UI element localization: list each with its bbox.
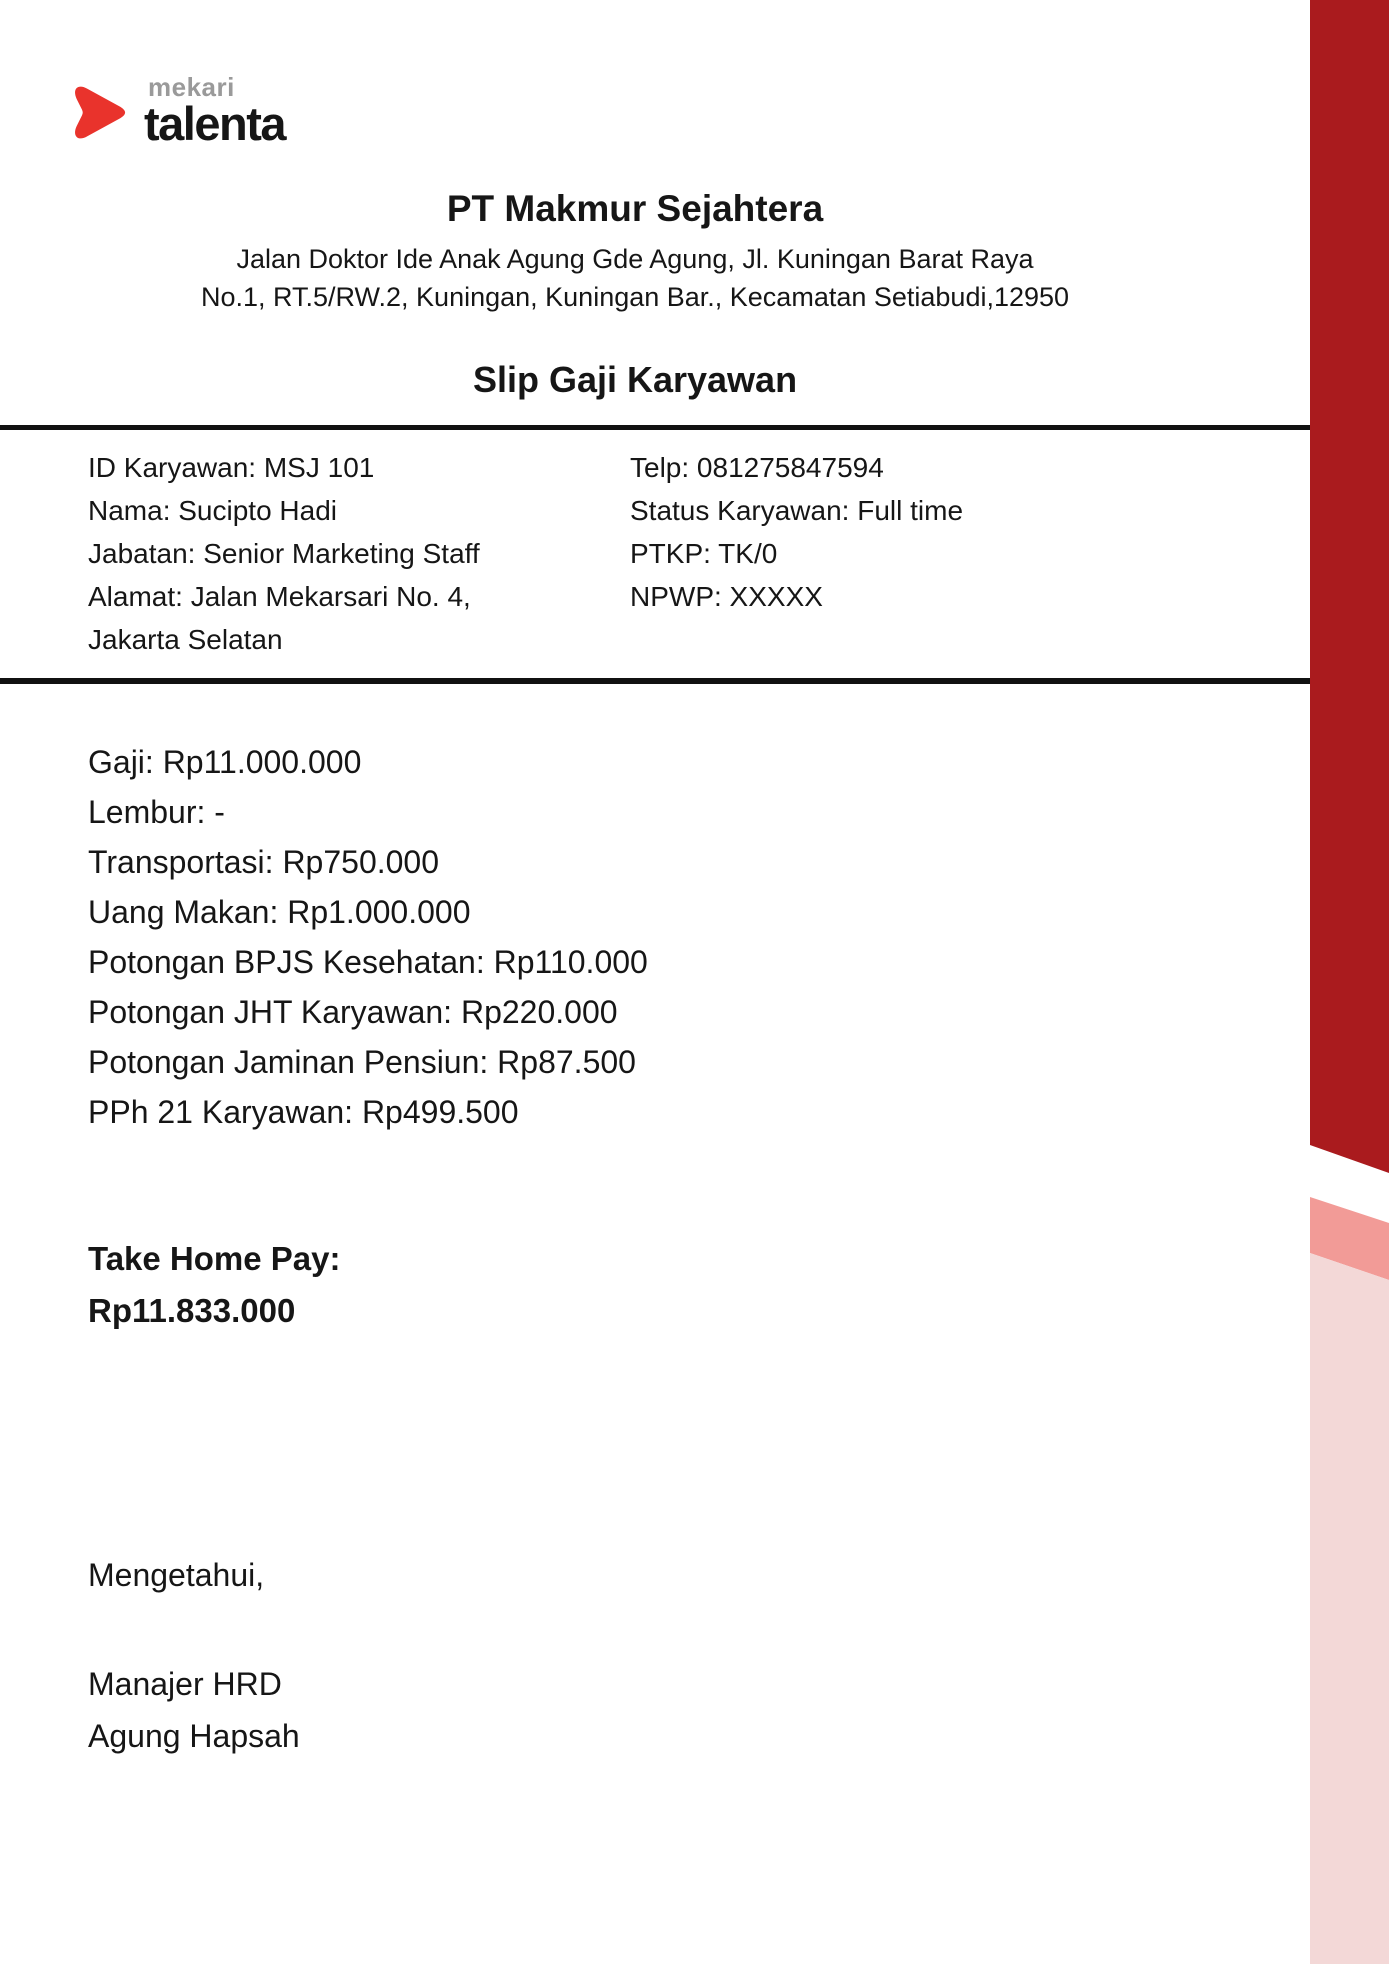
company-name: PT Makmur Sejahtera bbox=[446, 188, 824, 229]
side-decoration-band bbox=[1310, 0, 1389, 1964]
salary-line-uang-makan: Uang Makan: Rp1.000.000 bbox=[88, 894, 471, 930]
employee-ptkp-row: PTKP: TK/0 bbox=[630, 538, 778, 569]
brand-talenta-label: talenta bbox=[144, 97, 285, 150]
salary-line-bpjs: Potongan BPJS Kesehatan: Rp110.000 bbox=[88, 944, 648, 980]
salary-line-jaminan-pensiun: Potongan Jaminan Pensiun: Rp87.500 bbox=[88, 1044, 636, 1080]
salary-line-pph21: PPh 21 Karyawan: Rp499.500 bbox=[88, 1094, 519, 1130]
take-home-pay-amount: Rp11.833.000 bbox=[88, 1292, 296, 1329]
company-address-line1: Jalan Doktor Ide Anak Agung Gde Agung, Jl. Kuningan Barat Raya bbox=[236, 244, 1034, 274]
signer-role: Manajer HRD bbox=[88, 1666, 282, 1702]
mekari-arrow-shape bbox=[75, 87, 125, 139]
salary-line-lembur: Lembur: - bbox=[88, 794, 225, 830]
employee-info-left-column bbox=[88, 446, 480, 661]
take-home-pay-label: Take Home Pay: bbox=[88, 1240, 341, 1277]
employee-status-row: Status Karyawan: Full time bbox=[630, 495, 964, 526]
document-title: Slip Gaji Karyawan bbox=[472, 359, 798, 400]
employee-address-row: Alamat: Jalan Mekarsari No. 4, bbox=[88, 581, 471, 612]
employee-city-row: Jakarta Selatan bbox=[88, 624, 283, 655]
employee-phone-row: Telp: 081275847594 bbox=[630, 452, 884, 483]
salary-line-jht: Potongan JHT Karyawan: Rp220.000 bbox=[88, 994, 618, 1030]
company-address-line2: No.1, RT.5/RW.2, Kuningan, Kuningan Bar., Kecamatan Setiabudi,12950 bbox=[200, 282, 1070, 312]
salary-line-gaji: Gaji: Rp11.000.000 bbox=[88, 744, 362, 780]
employee-position-row: Jabatan: Senior Marketing Staff bbox=[88, 538, 480, 569]
signature-block bbox=[88, 1658, 300, 1762]
employee-npwp-row: NPWP: XXXXX bbox=[630, 581, 823, 612]
divider-bottom bbox=[0, 678, 1310, 684]
divider-top bbox=[0, 425, 1310, 430]
side-band-dark-red-segment bbox=[1310, 0, 1389, 1173]
salary-details bbox=[88, 737, 648, 1137]
employee-name-row: Nama: Sucipto Hadi bbox=[88, 495, 338, 526]
company-address bbox=[0, 240, 1270, 316]
salary-line-transportasi: Transportasi: Rp750.000 bbox=[88, 844, 440, 880]
employee-id-row: ID Karyawan: MSJ 101 bbox=[88, 452, 375, 483]
signature-salutation: Mengetahui, bbox=[88, 1557, 265, 1593]
employee-info-right-column bbox=[630, 446, 963, 618]
mekari-arrow-icon bbox=[66, 82, 128, 143]
brand-mekari-label: mekari bbox=[148, 72, 235, 102]
take-home-pay-block bbox=[88, 1233, 341, 1337]
side-band-light-pink-segment bbox=[1310, 1253, 1389, 1964]
signer-name: Agung Hapsah bbox=[88, 1718, 300, 1754]
